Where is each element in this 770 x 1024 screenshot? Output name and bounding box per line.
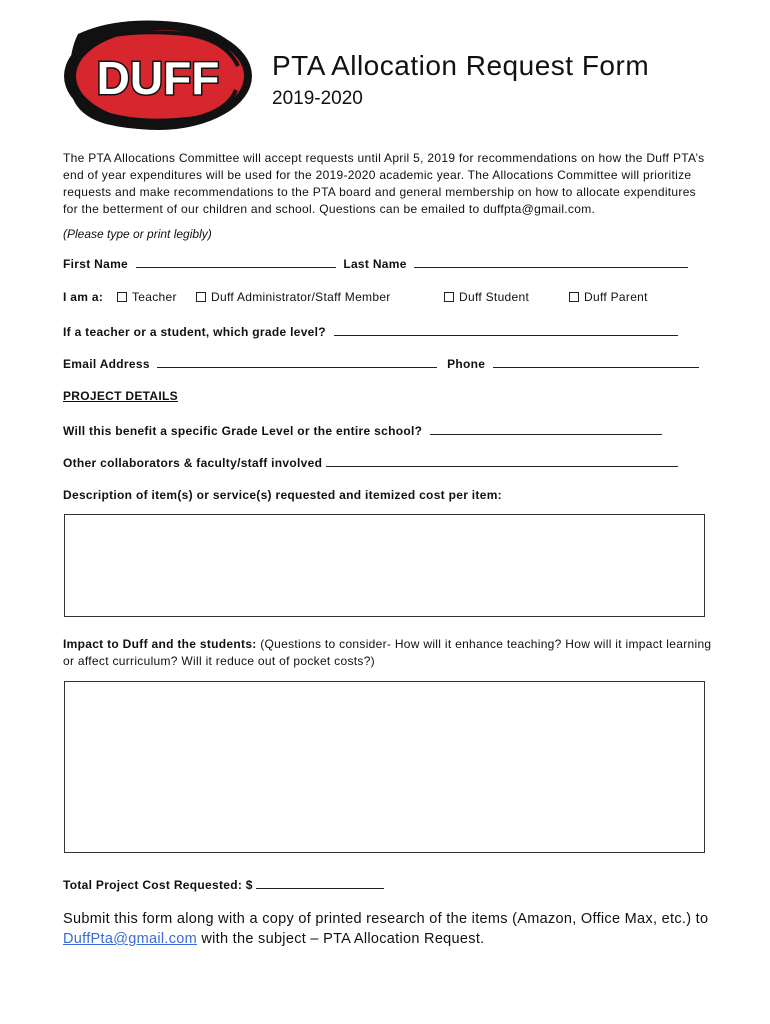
collaborators-row xyxy=(63,455,678,470)
benefit-label: Will this benefit a specific Grade Level or the entire school? xyxy=(63,424,423,438)
email-link[interactable]: DuffPta@gmail.com xyxy=(63,931,197,947)
benefit-row xyxy=(63,423,662,438)
page-subtitle-year: 2019-2020 xyxy=(272,88,363,109)
impact-questions: (Questions to consider- How will it enhance teaching? How will it impact learning or affect curriculum? Will it reduce out of pocket costs?) xyxy=(63,637,712,668)
submit-instructions: Submit this form along with a copy of printed research of the items (Amazon, Office Max, etc.) to DuffPta@gmail.com with the subject – PTA Allocation Request. xyxy=(63,911,709,947)
intro-paragraph: The PTA Allocations Committee will accept requests until April 5, 2019 for recommendations on how the Duff PTA’s end of year expenditures will be used for the 2019-2020 academic year. The Allocations Committee will prioritize requests and make recommendations to the PTA board and general membership on how to allocate expenditures for the betterment of our children and school. Questions can be emailed to duffpta@gmail.com. xyxy=(63,151,705,216)
duff-logo xyxy=(56,14,254,134)
grade-level-row xyxy=(63,324,678,339)
phone-field[interactable] xyxy=(493,356,699,368)
impact-label: Impact to Duff and the students: xyxy=(63,637,257,651)
contact-row xyxy=(63,356,699,371)
first-name-label: First Name xyxy=(63,257,129,271)
logo-text: DUFF xyxy=(96,52,220,104)
checkbox-icon[interactable] xyxy=(117,292,127,302)
total-cost-label: Total Project Cost Requested: $ xyxy=(63,878,253,892)
last-name-field[interactable] xyxy=(414,256,688,268)
total-cost-field[interactable] xyxy=(256,877,384,889)
total-cost-row xyxy=(63,877,384,892)
email-label: Email Address xyxy=(63,357,150,371)
collaborators-field[interactable] xyxy=(326,455,678,467)
checkbox-icon[interactable] xyxy=(444,292,454,302)
impact-paragraph xyxy=(63,636,713,670)
project-details-heading: PROJECT DETAILS xyxy=(63,389,178,403)
name-row xyxy=(63,256,688,271)
i-am-a-label: I am a: xyxy=(63,290,104,304)
option-duff-administrator[interactable]: Duff Administrator/Staff Member xyxy=(196,290,391,304)
impact-textarea[interactable] xyxy=(64,681,705,853)
last-name-label: Last Name xyxy=(343,257,407,271)
first-name-field[interactable] xyxy=(136,256,336,268)
email-field[interactable] xyxy=(157,356,437,368)
option-duff-student[interactable]: Duff Student xyxy=(444,290,529,304)
role-row xyxy=(63,290,713,306)
page-title: PTA Allocation Request Form xyxy=(272,50,650,81)
option-duff-parent[interactable]: Duff Parent xyxy=(569,290,648,304)
checkbox-icon[interactable] xyxy=(569,292,579,302)
grade-level-label: If a teacher or a student, which grade level? xyxy=(63,325,326,339)
phone-label: Phone xyxy=(447,357,486,371)
grade-level-field[interactable] xyxy=(334,324,678,336)
option-teacher[interactable]: Teacher xyxy=(117,290,177,304)
checkbox-icon[interactable] xyxy=(196,292,206,302)
collaborators-label: Other collaborators & faculty/staff involved xyxy=(63,456,323,470)
description-label: Description of item(s) or service(s) requested and itemized cost per item: xyxy=(63,488,502,502)
benefit-field[interactable] xyxy=(430,423,662,435)
print-note: (Please type or print legibly) xyxy=(63,227,212,241)
description-textarea[interactable] xyxy=(64,514,705,617)
